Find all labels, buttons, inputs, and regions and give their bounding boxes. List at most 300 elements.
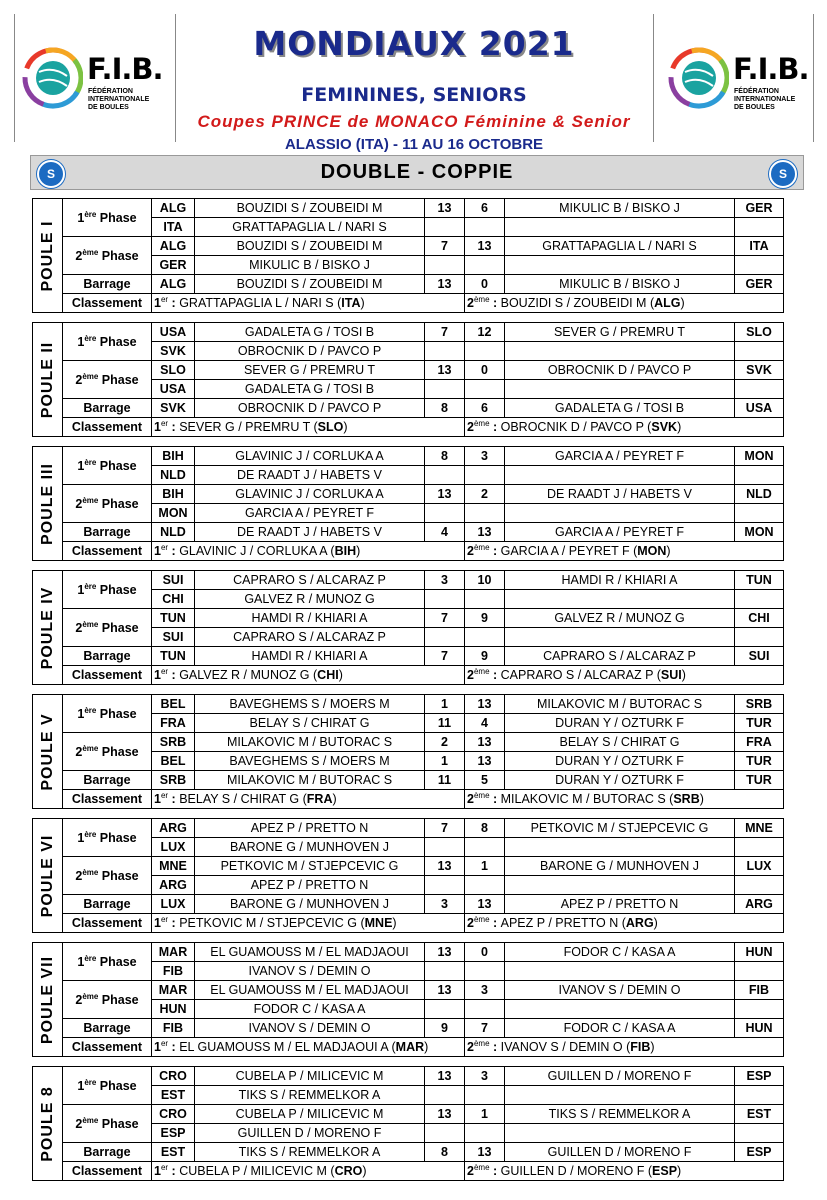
team1-country: CRO [152, 1105, 195, 1124]
phase-label: 1ère Phase [63, 571, 152, 609]
team2-country: MON [735, 523, 784, 542]
team2-name: DURAN Y / OZTURK F [505, 752, 735, 771]
poule-label: POULE II [32, 322, 62, 437]
team2-name [505, 628, 735, 647]
team2-country [735, 876, 784, 895]
phase-label: 2ème Phase [63, 981, 152, 1019]
team1-name: OBROCNIK D / PAVCO P [195, 342, 425, 361]
table-row [63, 523, 784, 542]
classement-row [63, 790, 784, 809]
table-row [63, 237, 784, 256]
team2-country [735, 256, 784, 275]
poule-block [32, 1066, 804, 1181]
barrage-label: Barrage [63, 523, 152, 542]
team1-country: GER [152, 256, 195, 275]
team1-name: HAMDI R / KHIARI A [195, 609, 425, 628]
team1-name: GARCIA A / PEYRET F [195, 504, 425, 523]
team2-score: 13 [465, 895, 505, 914]
poule-block [32, 942, 804, 1057]
team1-score [425, 380, 465, 399]
team1-name: OBROCNIK D / PAVCO P [195, 399, 425, 418]
poule-label: POULE 8 [32, 1066, 62, 1181]
team1-score: 13 [425, 1067, 465, 1086]
first-place: 1er : GALVEZ R / MUNOZ G (CHI) [152, 666, 465, 685]
team1-score [425, 504, 465, 523]
team1-score: 9 [425, 1019, 465, 1038]
poule-label: POULE VI [32, 818, 62, 933]
first-place: 1er : GLAVINIC J / CORLUKA A (BIH) [152, 542, 465, 561]
table-row [63, 380, 784, 399]
team2-name: GUILLEN D / MORENO F [505, 1143, 735, 1162]
team2-country: ITA [735, 237, 784, 256]
team2-name: FODOR C / KASA A [505, 1019, 735, 1038]
team1-country: MAR [152, 943, 195, 962]
classement-row [63, 914, 784, 933]
team1-score: 3 [425, 895, 465, 914]
team2-country: GER [735, 275, 784, 294]
team1-country: SUI [152, 571, 195, 590]
second-place: 2ème : APEZ P / PRETTO N (ARG) [465, 914, 784, 933]
team2-score: 13 [465, 733, 505, 752]
team1-score: 13 [425, 857, 465, 876]
second-place: 2ème : OBROCNIK D / PAVCO P (SVK) [465, 418, 784, 437]
team2-score: 2 [465, 485, 505, 504]
second-place: 2ème : BOUZIDI S / ZOUBEIDI M (ALG) [465, 294, 784, 313]
page-subtitle: FEMININES, SENIORS [301, 84, 527, 106]
poule-block [32, 446, 804, 561]
team2-score [465, 504, 505, 523]
team2-name: SEVER G / PREMRU T [505, 323, 735, 342]
team1-name: FODOR C / KASA A [195, 1000, 425, 1019]
classement-label: Classement [63, 294, 152, 313]
barrage-label: Barrage [63, 1019, 152, 1038]
team1-score: 7 [425, 647, 465, 666]
table-row [63, 1019, 784, 1038]
team2-country: MON [735, 447, 784, 466]
team1-country: SLO [152, 361, 195, 380]
table-row [63, 962, 784, 981]
team2-name: DURAN Y / OZTURK F [505, 771, 735, 790]
poule-label: POULE V [32, 694, 62, 809]
team2-country: NLD [735, 485, 784, 504]
team1-name: APEZ P / PRETTO N [195, 819, 425, 838]
team1-score: 11 [425, 771, 465, 790]
team1-name: SEVER G / PREMRU T [195, 361, 425, 380]
team2-name: GADALETA G / TOSI B [505, 399, 735, 418]
team1-name: HAMDI R / KHIARI A [195, 647, 425, 666]
team1-score: 1 [425, 695, 465, 714]
table-row [63, 647, 784, 666]
table-row [63, 1000, 784, 1019]
team1-name: EL GUAMOUSS M / EL MADJAOUI [195, 981, 425, 1000]
classement-row [63, 1038, 784, 1057]
team1-score: 13 [425, 981, 465, 1000]
team1-country: ALG [152, 237, 195, 256]
first-place: 1er : BELAY S / CHIRAT G (FRA) [152, 790, 465, 809]
team1-score: 13 [425, 1105, 465, 1124]
team1-country: TUN [152, 647, 195, 666]
team2-score: 13 [465, 752, 505, 771]
barrage-label: Barrage [63, 771, 152, 790]
table-row [63, 695, 784, 714]
team1-name: DE RAADT J / HABETS V [195, 523, 425, 542]
team1-score: 7 [425, 323, 465, 342]
team1-name: MIKULIC B / BISKO J [195, 256, 425, 275]
team1-name: BELAY S / CHIRAT G [195, 714, 425, 733]
team1-name: CAPRARO S / ALCARAZ P [195, 628, 425, 647]
team1-country: FIB [152, 962, 195, 981]
team1-name: GLAVINIC J / CORLUKA A [195, 447, 425, 466]
team1-name: GUILLEN D / MORENO F [195, 1124, 425, 1143]
poule-block [32, 198, 804, 313]
event-place-date: ALASSIO (ITA) - 11 AU 16 OCTOBRE [284, 136, 544, 153]
team2-country: CHI [735, 609, 784, 628]
team2-name: BARONE G / MUNHOVEN J [505, 857, 735, 876]
team1-country: BEL [152, 752, 195, 771]
phase-label: 2ème Phase [63, 237, 152, 275]
table-row [63, 895, 784, 914]
table-row [63, 609, 784, 628]
table-row [63, 466, 784, 485]
team2-country: SLO [735, 323, 784, 342]
team1-score: 13 [425, 199, 465, 218]
team1-country: SVK [152, 342, 195, 361]
table-row [63, 733, 784, 752]
team2-name: IVANOV S / DEMIN O [505, 981, 735, 1000]
team1-name: BAVEGHEMS S / MOERS M [195, 752, 425, 771]
team2-country: EST [735, 1105, 784, 1124]
team2-country [735, 962, 784, 981]
poule-table [62, 694, 784, 809]
team2-country: SUI [735, 647, 784, 666]
team2-score: 6 [465, 399, 505, 418]
second-place: 2ème : GUILLEN D / MORENO F (ESP) [465, 1162, 784, 1181]
team1-country: ITA [152, 218, 195, 237]
team2-country [735, 218, 784, 237]
team2-score: 4 [465, 714, 505, 733]
table-row [63, 218, 784, 237]
team2-score [465, 590, 505, 609]
team2-score: 9 [465, 647, 505, 666]
classement-label: Classement [63, 1162, 152, 1181]
team2-score: 1 [465, 1105, 505, 1124]
team2-country: MNE [735, 819, 784, 838]
team2-score [465, 838, 505, 857]
header-divider [653, 14, 654, 142]
team1-name: PETKOVIC M / STJEPCEVIC G [195, 857, 425, 876]
team2-country [735, 504, 784, 523]
team2-score: 8 [465, 819, 505, 838]
team1-country: USA [152, 323, 195, 342]
team2-name [505, 1000, 735, 1019]
classement-label: Classement [63, 1038, 152, 1057]
team1-country: FRA [152, 714, 195, 733]
table-row [63, 199, 784, 218]
team2-score [465, 1124, 505, 1143]
team2-score: 0 [465, 275, 505, 294]
team2-name: GARCIA A / PEYRET F [505, 523, 735, 542]
team1-country: CHI [152, 590, 195, 609]
section-title: DOUBLE - COPPIE [320, 161, 514, 183]
poule-block [32, 694, 804, 809]
table-row [63, 275, 784, 294]
classement-label: Classement [63, 666, 152, 685]
team2-name: DURAN Y / OZTURK F [505, 714, 735, 733]
classement-row [63, 418, 784, 437]
team2-country: SRB [735, 695, 784, 714]
team2-country [735, 628, 784, 647]
team1-country: EST [152, 1143, 195, 1162]
team1-country: FIB [152, 1019, 195, 1038]
table-row [63, 504, 784, 523]
classement-row [63, 1162, 784, 1181]
table-row [63, 1105, 784, 1124]
second-place: 2ème : IVANOV S / DEMIN O (FIB) [465, 1038, 784, 1057]
team1-score [425, 876, 465, 895]
team1-score [425, 628, 465, 647]
team2-score: 5 [465, 771, 505, 790]
team1-country: SUI [152, 628, 195, 647]
team2-name [505, 218, 735, 237]
team1-name: CAPRARO S / ALCARAZ P [195, 571, 425, 590]
fib-emblem-icon [667, 36, 729, 116]
team2-name: GARCIA A / PEYRET F [505, 447, 735, 466]
team2-name: FODOR C / KASA A [505, 943, 735, 962]
table-row [63, 361, 784, 380]
team1-score: 11 [425, 714, 465, 733]
team1-name: APEZ P / PRETTO N [195, 876, 425, 895]
team1-score: 8 [425, 1143, 465, 1162]
poule-block [32, 818, 804, 933]
team1-country: MAR [152, 981, 195, 1000]
first-place: 1er : PETKOVIC M / STJEPCEVIC G (MNE) [152, 914, 465, 933]
team1-score [425, 1000, 465, 1019]
team1-score [425, 1124, 465, 1143]
team1-country: CRO [152, 1067, 195, 1086]
table-row [63, 714, 784, 733]
team2-name: MIKULIC B / BISKO J [505, 199, 735, 218]
team1-score: 13 [425, 275, 465, 294]
table-row [63, 981, 784, 1000]
poule-table [62, 818, 784, 933]
team2-name [505, 838, 735, 857]
team2-country: TUR [735, 771, 784, 790]
team1-country: SVK [152, 399, 195, 418]
table-row [63, 943, 784, 962]
table-row [63, 1143, 784, 1162]
team1-country: NLD [152, 523, 195, 542]
poule-table [62, 322, 784, 437]
team2-score: 3 [465, 447, 505, 466]
s-badge-icon: S [769, 160, 797, 188]
team2-country [735, 590, 784, 609]
team1-score: 3 [425, 571, 465, 590]
team2-name [505, 1086, 735, 1105]
team1-country: EST [152, 1086, 195, 1105]
second-place: 2ème : MILAKOVIC M / BUTORAC S (SRB) [465, 790, 784, 809]
team2-name: HAMDI R / KHIARI A [505, 571, 735, 590]
classement-label: Classement [63, 914, 152, 933]
poule-block [32, 322, 804, 437]
team1-name: BOUZIDI S / ZOUBEIDI M [195, 275, 425, 294]
table-row [63, 1086, 784, 1105]
team2-name: PETKOVIC M / STJEPCEVIC G [505, 819, 735, 838]
team2-score: 13 [465, 237, 505, 256]
phase-label: 1ère Phase [63, 199, 152, 237]
team1-name: GLAVINIC J / CORLUKA A [195, 485, 425, 504]
page-header [14, 14, 814, 153]
team1-name: GADALETA G / TOSI B [195, 380, 425, 399]
team1-name: CUBELA P / MILICEVIC M [195, 1067, 425, 1086]
team2-name: MILAKOVIC M / BUTORAC S [505, 695, 735, 714]
team2-name: MIKULIC B / BISKO J [505, 275, 735, 294]
team1-score: 8 [425, 399, 465, 418]
team2-score [465, 466, 505, 485]
table-row [63, 857, 784, 876]
team2-name: OBROCNIK D / PAVCO P [505, 361, 735, 380]
team1-name: DE RAADT J / HABETS V [195, 466, 425, 485]
team2-score [465, 380, 505, 399]
team2-country: TUN [735, 571, 784, 590]
first-place: 1er : CUBELA P / MILICEVIC M (CRO) [152, 1162, 465, 1181]
team1-score [425, 256, 465, 275]
team2-country: ESP [735, 1067, 784, 1086]
team2-score [465, 218, 505, 237]
team2-country: HUN [735, 1019, 784, 1038]
table-row [63, 1124, 784, 1143]
team2-name [505, 962, 735, 981]
team1-name: MILAKOVIC M / BUTORAC S [195, 771, 425, 790]
team1-country: ARG [152, 819, 195, 838]
team1-name: IVANOV S / DEMIN O [195, 1019, 425, 1038]
team1-country: LUX [152, 895, 195, 914]
table-row [63, 571, 784, 590]
poule-block [32, 570, 804, 685]
team1-score: 13 [425, 361, 465, 380]
team2-country [735, 838, 784, 857]
phase-label: 2ème Phase [63, 609, 152, 647]
team1-country: BIH [152, 485, 195, 504]
team1-name: BARONE G / MUNHOVEN J [195, 895, 425, 914]
team2-name [505, 466, 735, 485]
fib-logo-right [667, 36, 807, 116]
team2-score: 0 [465, 361, 505, 380]
team1-score [425, 218, 465, 237]
team2-name [505, 504, 735, 523]
team1-score: 2 [425, 733, 465, 752]
team1-name: GADALETA G / TOSI B [195, 323, 425, 342]
team1-score: 4 [425, 523, 465, 542]
team2-country: ARG [735, 895, 784, 914]
team2-name [505, 342, 735, 361]
team2-country [735, 1124, 784, 1143]
team1-name: BOUZIDI S / ZOUBEIDI M [195, 199, 425, 218]
team1-score [425, 962, 465, 981]
team2-name [505, 256, 735, 275]
phase-label: 2ème Phase [63, 857, 152, 895]
barrage-label: Barrage [63, 895, 152, 914]
fib-logo-left [21, 36, 161, 116]
team2-score [465, 876, 505, 895]
cup-title: Coupes PRINCE de MONACO Féminine & Senior [197, 112, 631, 131]
team2-name [505, 1124, 735, 1143]
team2-score: 9 [465, 609, 505, 628]
team2-country [735, 380, 784, 399]
team2-name: GRATTAPAGLIA L / NARI S [505, 237, 735, 256]
phase-label: 2ème Phase [63, 733, 152, 771]
team1-score: 7 [425, 609, 465, 628]
team1-name: TIKS S / REMMELKOR A [195, 1086, 425, 1105]
team1-country: NLD [152, 466, 195, 485]
table-row [63, 819, 784, 838]
table-row [63, 628, 784, 647]
table-row [63, 876, 784, 895]
team1-name: GALVEZ R / MUNOZ G [195, 590, 425, 609]
classement-row [63, 542, 784, 561]
team2-name [505, 590, 735, 609]
team2-name: GALVEZ R / MUNOZ G [505, 609, 735, 628]
team1-score [425, 466, 465, 485]
table-row [63, 399, 784, 418]
table-row [63, 447, 784, 466]
team2-score: 3 [465, 1067, 505, 1086]
team1-country: BEL [152, 695, 195, 714]
phase-label: 1ère Phase [63, 943, 152, 981]
team1-country: MON [152, 504, 195, 523]
team2-score: 13 [465, 1143, 505, 1162]
team2-name: TIKS S / REMMELKOR A [505, 1105, 735, 1124]
team2-name: BELAY S / CHIRAT G [505, 733, 735, 752]
logo-name: F.I.B. [87, 52, 163, 86]
team1-score [425, 1086, 465, 1105]
team2-score: 12 [465, 323, 505, 342]
team1-name: MILAKOVIC M / BUTORAC S [195, 733, 425, 752]
team1-score: 8 [425, 447, 465, 466]
team2-score [465, 256, 505, 275]
team1-name: BOUZIDI S / ZOUBEIDI M [195, 237, 425, 256]
team2-name [505, 876, 735, 895]
logo-subtitle: FÉDÉRATION INTERNATIONALE DE BOULES [734, 88, 796, 111]
poule-table [62, 198, 784, 313]
team1-name: BARONE G / MUNHOVEN J [195, 838, 425, 857]
phase-label: 2ème Phase [63, 1105, 152, 1143]
poule-label: POULE III [32, 446, 62, 561]
team1-country: SRB [152, 733, 195, 752]
team1-country: LUX [152, 838, 195, 857]
team1-country: HUN [152, 1000, 195, 1019]
table-row [63, 342, 784, 361]
team1-score: 13 [425, 485, 465, 504]
team1-name: IVANOV S / DEMIN O [195, 962, 425, 981]
phase-label: 2ème Phase [63, 485, 152, 523]
team1-score: 13 [425, 943, 465, 962]
table-row [63, 752, 784, 771]
team2-score [465, 962, 505, 981]
team1-score [425, 590, 465, 609]
team2-score: 7 [465, 1019, 505, 1038]
team2-country [735, 1086, 784, 1105]
team2-country: ESP [735, 1143, 784, 1162]
table-row [63, 771, 784, 790]
team2-name: CAPRARO S / ALCARAZ P [505, 647, 735, 666]
poule-label: POULE I [32, 198, 62, 313]
phase-label: 1ère Phase [63, 323, 152, 361]
barrage-label: Barrage [63, 647, 152, 666]
phase-label: 1ère Phase [63, 819, 152, 857]
classement-label: Classement [63, 418, 152, 437]
team1-country: TUN [152, 609, 195, 628]
team2-score [465, 1000, 505, 1019]
